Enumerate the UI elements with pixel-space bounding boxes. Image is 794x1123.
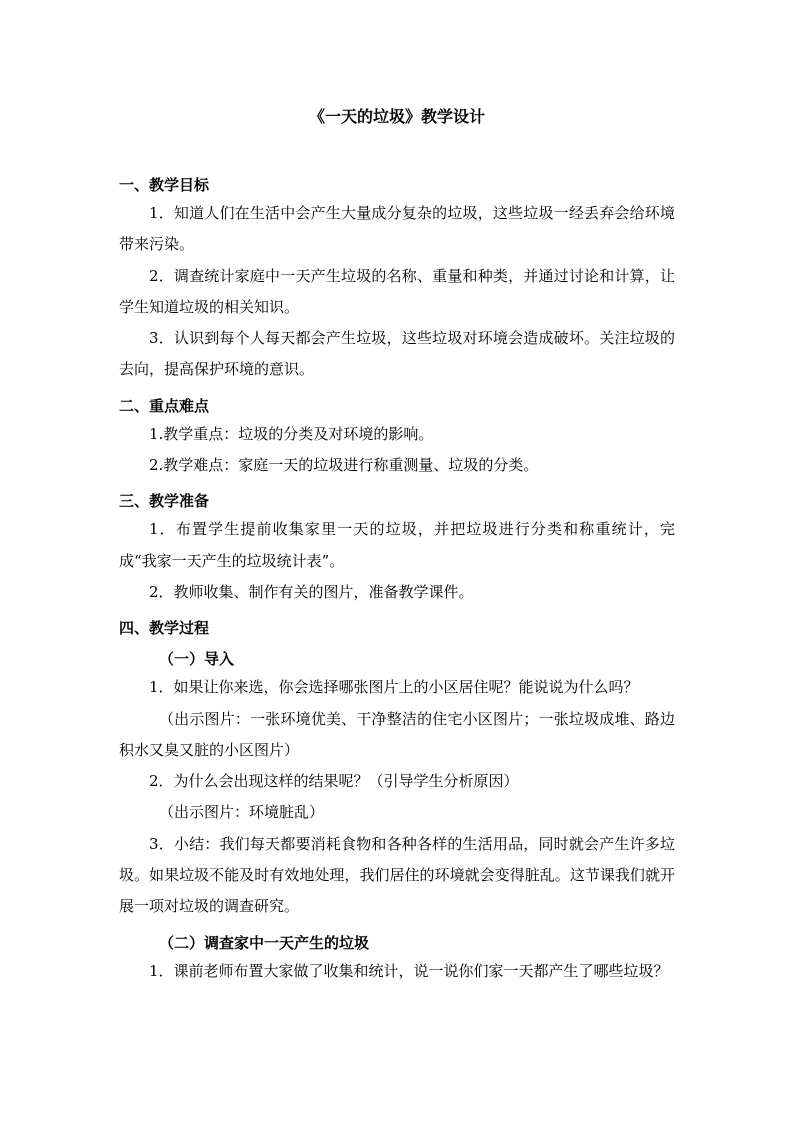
paragraph: 2．教师收集、制作有关的图片，准备教学课件。: [149, 582, 474, 601]
paragraph: 1．知道人们在生活中会产生大量成分复杂的垃圾，这些垃圾一经丢弃会给环境带来污染。: [119, 204, 675, 254]
section-heading: 四、教学过程: [119, 619, 210, 638]
paragraph: 1.教学重点：垃圾的分类及对环境的影响。: [149, 424, 434, 443]
subsection-heading: （一）导入: [159, 650, 235, 669]
paragraph: （出示图片：一张环境优美、干净整洁的住宅小区图片；一张垃圾成堆、路边积水又臭又脏的小区图片）: [119, 709, 675, 759]
paragraph: 1．布置学生提前收集家里一天的垃圾，并把垃圾进行分类和称重统计，完成“我家一天产生的垃圾统计表”。: [119, 520, 675, 570]
document-title: 《一天的垃圾》教学设计: [308, 107, 485, 126]
paragraph: 1．课前老师布置大家做了收集和统计，说一说你们家一天都产生了哪些垃圾？: [149, 961, 669, 980]
section-heading: 一、教学目标: [119, 176, 210, 194]
paragraph: 2．调查统计家庭中一天产生垃圾的名称、重量和种类，并通过讨论和计算，让学生知道垃圾的相关知识。: [119, 266, 675, 316]
paragraph: 1．如果让你来选，你会选择哪张图片上的小区居住呢？能说说为什么吗？: [149, 678, 639, 697]
paragraph: （出示图片：环境脏乱）: [159, 803, 325, 822]
paragraph: 3．小结：我们每天都要消耗食物和各种各样的生活用品，同时就会产生许多垃圾。如果垃圾不能及时有效地处理，我们居住的环境就会变得脏乱。这节课我们就开展一项对垃圾的调查研究。: [119, 834, 675, 916]
paragraph: 2.教学难点：家庭一天的垃圾进行称重测量、垃圾的分类。: [149, 456, 539, 475]
paragraph: 3．认识到每个人每天都会产生垃圾，这些垃圾对环境会造成破坏。关注垃圾的去向，提高保护环境的意识。: [119, 329, 675, 379]
section-heading: 三、教学准备: [119, 492, 210, 511]
section-heading: 二、重点难点: [119, 396, 210, 415]
document-body: [119, 174, 675, 987]
paragraph: 2．为什么会出现这样的结果呢？（引导学生分析原因）: [149, 772, 519, 791]
subsection-heading: （二）调查家中一天产生的垃圾: [159, 933, 370, 952]
